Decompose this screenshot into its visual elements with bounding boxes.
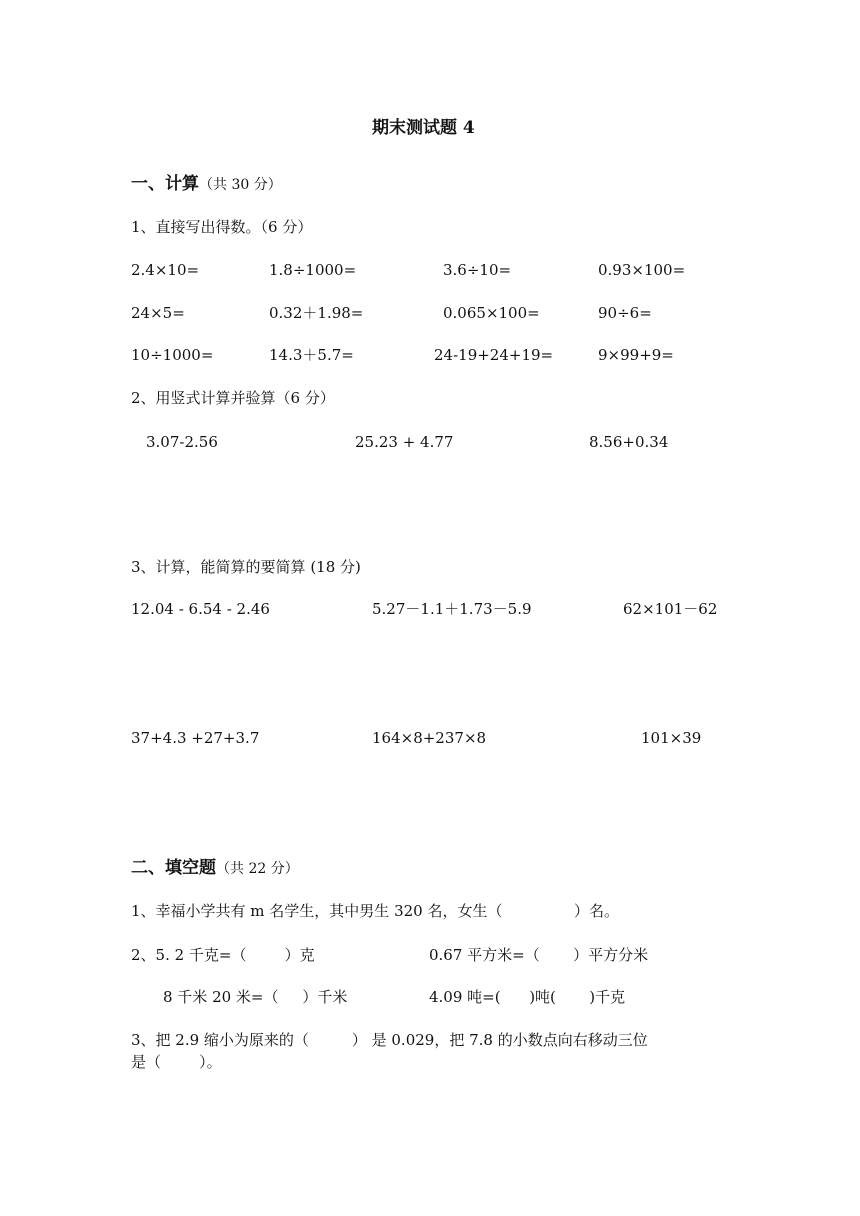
question-1-label: 1、直接写出得数。（6 分） [131,218,313,236]
fill-question-3-line2: 是（ ）。 [131,1053,222,1071]
calc-item: 10÷1000= [131,346,214,364]
calc-item: 0.32＋1.98= [269,304,364,322]
question-3-label: 3、计算，能简算的要简算 (18 分) [131,558,361,576]
simplify-item: 5.27－1.1＋1.73－5.9 [372,600,532,618]
section-1-score: （共 30 分） [199,177,282,193]
calc-item: 90÷6= [598,304,652,322]
vertical-calc-item: 25.23 + 4.77 [355,433,454,451]
calc-item: 1.8÷1000= [269,261,357,279]
simplify-item: 37+4.3 +27+3.7 [131,729,260,747]
section-1-heading [131,174,282,195]
simplify-item: 12.04 - 6.54 - 2.46 [131,600,270,618]
fill-question-2b: 0.67 平方米=（ ）平方分米 [429,946,649,964]
page-title: 期末测试题 4 [372,118,475,138]
fill-question-1: 1、幸福小学共有 m 名学生，其中男生 320 名，女生（ ）名。 [131,902,619,920]
fill-question-2c: 8 千米 20 米=（ ）千米 [163,988,348,1006]
section-2-title: 二、填空题 [131,858,216,878]
simplify-item: 164×8+237×8 [372,729,487,747]
calc-item: 2.4×10= [131,261,200,279]
calc-item: 0.93×100= [598,261,686,279]
calc-item: 0.065×100= [443,304,540,322]
section-2-heading [131,858,299,879]
calc-item: 14.3＋5.7= [269,346,354,364]
vertical-calc-item: 3.07-2.56 [146,433,218,451]
simplify-item: 101×39 [641,729,702,747]
section-1-title: 一、计算 [131,174,199,194]
fill-question-2a: 2、5. 2 千克=（ ）克 [131,946,315,964]
calc-item: 24-19+24+19= [434,346,554,364]
calc-item: 9×99+9= [598,346,674,364]
simplify-item: 62×101－62 [623,600,718,618]
vertical-calc-item: 8.56+0.34 [589,433,669,451]
section-2-score: （共 22 分） [216,861,299,877]
fill-question-2d: 4.09 吨=( )吨( )千克 [429,988,626,1006]
question-2-label: 2、用竖式计算并验算（6 分） [131,389,335,407]
fill-question-3-line1: 3、把 2.9 缩小为原来的（ ） 是 0.029，把 7.8 的小数点向右移动三位 [131,1031,648,1049]
calc-item: 24×5= [131,304,185,322]
calc-item: 3.6÷10= [443,261,512,279]
